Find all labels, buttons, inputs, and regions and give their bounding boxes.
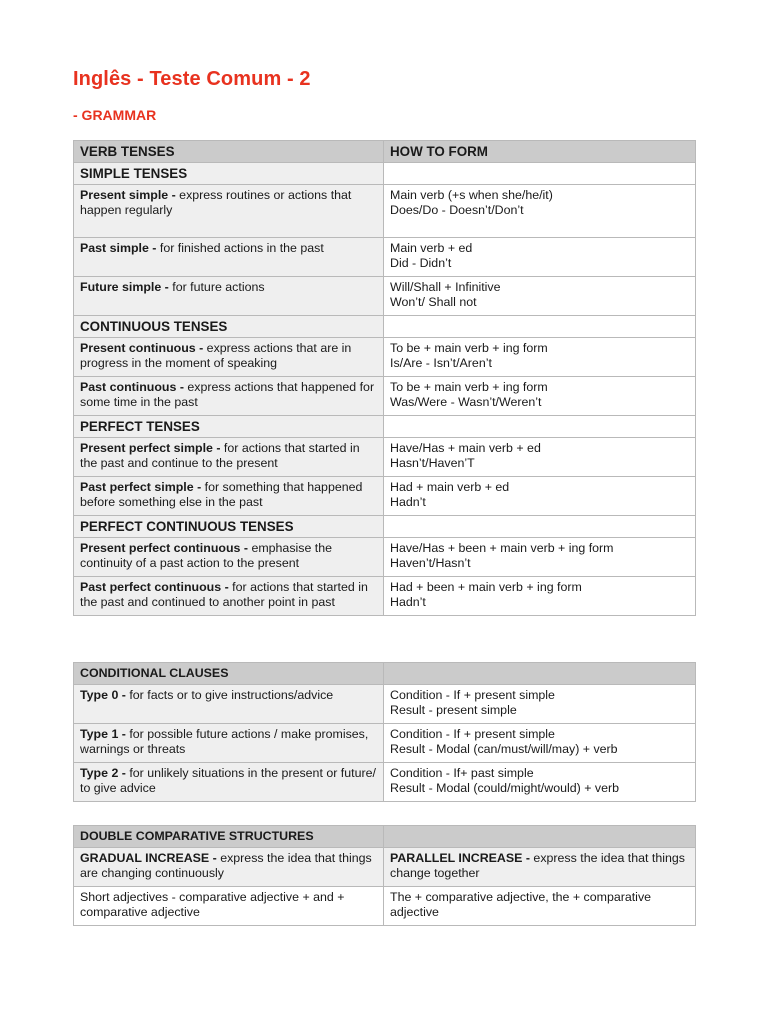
table-row — [74, 277, 696, 316]
table-row — [74, 438, 696, 477]
group-label: PERFECT CONTINUOUS TENSES — [74, 516, 384, 538]
group-label: CONTINUOUS TENSES — [74, 316, 384, 338]
group-blank-cell — [384, 516, 696, 538]
tense-term: Future simple - — [80, 280, 169, 294]
table-row — [74, 848, 696, 887]
form-cell — [384, 277, 696, 316]
table-row — [74, 538, 696, 577]
form-line: Haven’t/Hasn’t — [390, 556, 471, 570]
form-line: Does/Do - Doesn’t/Don’t — [390, 203, 524, 217]
form-cell — [384, 538, 696, 577]
type-term: Type 0 - — [80, 688, 126, 702]
parallel-structure-cell: The + comparative adjective, the + comparative adjective — [384, 887, 696, 926]
tense-description: express actions that are in progress in the moment of speaking — [80, 341, 352, 370]
form-cell — [384, 185, 696, 238]
tense-description: express actions that happened for some time in the past — [80, 380, 375, 409]
parallel-increase-term: PARALLEL INCREASE - — [390, 851, 530, 865]
table-row — [74, 477, 696, 516]
form-line: Had + been + main verb + ing form — [390, 580, 582, 594]
tense-term: Past perfect simple - — [80, 480, 202, 494]
tense-description: for actions that started in the past and continued to another point in past — [80, 580, 368, 609]
form-line: To be + main verb + ing form — [390, 341, 548, 355]
tense-description: for finished actions in the past — [156, 241, 324, 255]
gradual-increase-term: GRADUAL INCREASE - — [80, 851, 217, 865]
table-row — [74, 338, 696, 377]
form-line: Condition - If + present simple — [390, 727, 555, 741]
form-line: Have/Has + main verb + ed — [390, 441, 541, 455]
type-cell — [74, 763, 384, 802]
table-row — [74, 377, 696, 416]
tense-cell — [74, 438, 384, 477]
gradual-increase-description: express the idea that things are changing continuously — [80, 851, 372, 880]
form-line: Main verb (+s when she/he/it) — [390, 188, 553, 202]
type-description: for possible future actions / make promises, warnings or threats — [80, 727, 369, 756]
form-cell — [384, 685, 696, 724]
table-header-row — [74, 826, 696, 848]
form-line: To be + main verb + ing form — [390, 380, 548, 394]
type-term: Type 1 - — [80, 727, 126, 741]
tense-term: Present perfect continuous - — [80, 541, 248, 555]
tense-cell — [74, 477, 384, 516]
group-blank-cell — [384, 316, 696, 338]
group-row — [74, 416, 696, 438]
form-line: Had + main verb + ed — [390, 480, 510, 494]
form-cell — [384, 238, 696, 277]
group-label: SIMPLE TENSES — [74, 163, 384, 185]
group-row — [74, 163, 696, 185]
tense-cell — [74, 577, 384, 616]
form-line: Result - Modal (can/must/will/may) + verb — [390, 742, 618, 756]
type-term: Type 2 - — [80, 766, 126, 780]
form-line: Is/Are - Isn’t/Aren’t — [390, 356, 492, 370]
group-row — [74, 316, 696, 338]
type-description: for facts or to give instructions/advice — [125, 688, 334, 702]
tense-description: for something that happened before something else in the past — [80, 480, 363, 509]
type-description: for unlikely situations in the present or future/ to give advice — [80, 766, 376, 795]
tense-cell — [74, 238, 384, 277]
form-line: Result - present simple — [390, 703, 517, 717]
form-line: Result - Modal (could/might/would) + verb — [390, 781, 619, 795]
group-label: PERFECT TENSES — [74, 416, 384, 438]
tense-term: Past continuous - — [80, 380, 184, 394]
tense-cell — [74, 538, 384, 577]
tense-cell — [74, 338, 384, 377]
tense-term: Present continuous - — [80, 341, 204, 355]
tense-cell — [74, 377, 384, 416]
header-blank-cell — [384, 663, 696, 685]
tense-term: Past simple - — [80, 241, 157, 255]
form-line: Hadn’t — [390, 595, 426, 609]
tense-cell — [74, 185, 384, 238]
conditional-header: CONDITIONAL CLAUSES — [74, 663, 384, 685]
form-cell — [384, 577, 696, 616]
group-row — [74, 516, 696, 538]
form-line: Was/Were - Wasn’t/Weren’t — [390, 395, 542, 409]
table-row — [74, 724, 696, 763]
form-cell — [384, 477, 696, 516]
group-blank-cell — [384, 416, 696, 438]
table-header-row — [74, 141, 696, 163]
short-adjectives-cell: Short adjectives - comparative adjective + and + comparative adjective — [74, 887, 384, 926]
column-header-how-to-form: HOW TO FORM — [384, 141, 696, 163]
form-line: Will/Shall + Infinitive — [390, 280, 501, 294]
conditional-clauses-table — [73, 662, 696, 802]
type-cell — [74, 685, 384, 724]
comparative-header: DOUBLE COMPARATIVE STRUCTURES — [74, 826, 384, 848]
form-cell — [384, 377, 696, 416]
form-line: Did - Didn’t — [390, 256, 452, 270]
table-row — [74, 577, 696, 616]
tense-term: Present perfect simple - — [80, 441, 221, 455]
tense-term: Present simple - — [80, 188, 176, 202]
type-cell — [74, 724, 384, 763]
form-cell — [384, 763, 696, 802]
document-title: Inglês - Teste Comum - 2 — [73, 68, 311, 90]
form-line: Hasn’t/Haven’T — [390, 456, 475, 470]
tense-description: express routines or actions that happen regularly — [80, 188, 352, 217]
gradual-increase-cell — [74, 848, 384, 887]
form-cell — [384, 724, 696, 763]
tense-description: for actions that started in the past and continue to the present — [80, 441, 360, 470]
form-line: Won’t/ Shall not — [390, 295, 477, 309]
column-header-verb-tenses: VERB TENSES — [74, 141, 384, 163]
tense-term: Past perfect continuous - — [80, 580, 229, 594]
tense-description: emphasise the continuity of a past action to the present — [80, 541, 333, 570]
table-row — [74, 763, 696, 802]
form-cell — [384, 438, 696, 477]
table-row — [74, 185, 696, 238]
table-row — [74, 887, 696, 926]
form-line: Have/Has + been + main verb + ing form — [390, 541, 614, 555]
table-header-row — [74, 663, 696, 685]
header-blank-cell — [384, 826, 696, 848]
section-heading: - GRAMMAR — [73, 107, 157, 123]
form-line: Hadn’t — [390, 495, 426, 509]
group-blank-cell — [384, 163, 696, 185]
form-line: Condition - If + present simple — [390, 688, 555, 702]
tense-cell — [74, 277, 384, 316]
tense-description: for future actions — [168, 280, 265, 294]
table-row — [74, 685, 696, 724]
table-row — [74, 238, 696, 277]
form-line: Condition - If+ past simple — [390, 766, 534, 780]
parallel-increase-cell — [384, 848, 696, 887]
form-line: Main verb + ed — [390, 241, 473, 255]
verb-tenses-table — [73, 140, 696, 616]
double-comparative-table — [73, 825, 696, 926]
form-cell — [384, 338, 696, 377]
parallel-increase-description: express the idea that things change together — [390, 851, 685, 880]
